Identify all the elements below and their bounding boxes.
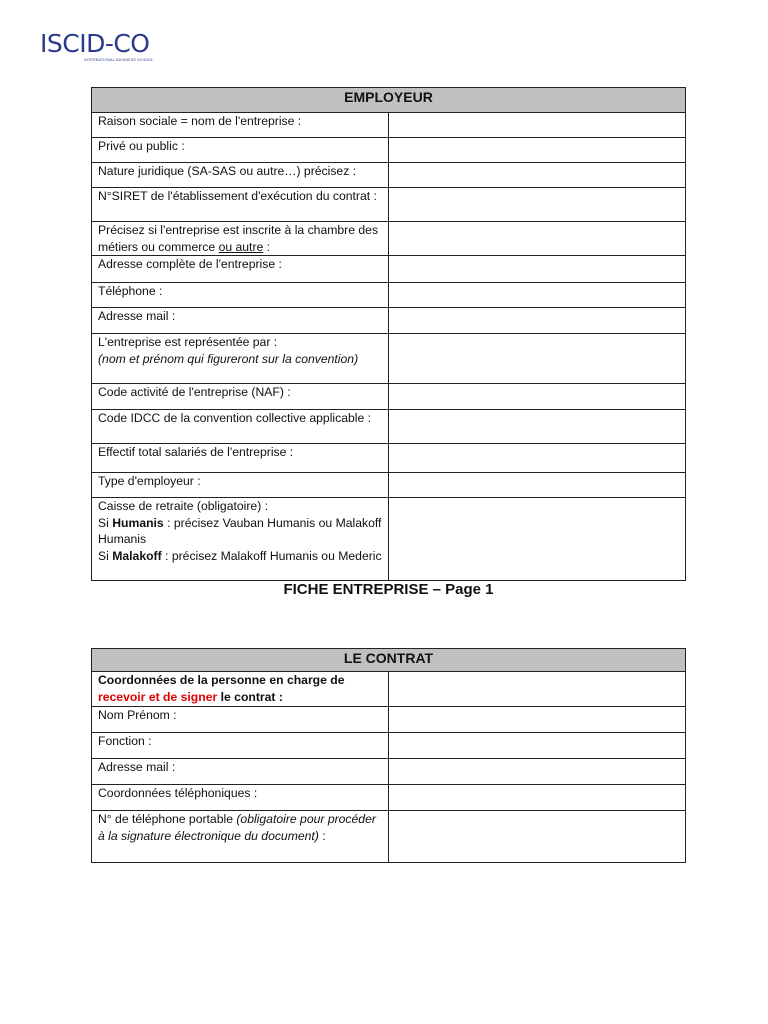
idcc-label: Code IDCC de la convention collective applicable : [92, 410, 389, 444]
idcc-field[interactable] [389, 410, 686, 444]
siret-label: N°SIRET de l'établissement d'exécution du contrat : [92, 188, 389, 222]
telephone-portable-field[interactable] [389, 811, 686, 863]
nature-juridique-field[interactable] [389, 163, 686, 188]
caisse-retraite-label [92, 498, 389, 581]
naf-label: Code activité de l'entreprise (NAF) : [92, 384, 389, 410]
table-row [92, 498, 686, 581]
humanis-post: : précisez Vauban Humanis ou Malakoff Humanis [98, 515, 382, 546]
table-row [92, 222, 686, 256]
telephone-portable-label [92, 811, 389, 863]
telephone-label: Téléphone : [92, 283, 389, 308]
page-caption: FICHE ENTREPRISE – Page 1 [283, 581, 494, 598]
recevoir-signer-text: recevoir et de signer [98, 689, 218, 704]
table-row [92, 473, 686, 498]
representant-text: L'entreprise est représentée par : [98, 335, 278, 349]
contrat-adresse-mail-field[interactable] [389, 759, 686, 785]
caisse-retraite-field[interactable] [389, 498, 686, 581]
malakoff-post: : précisez Malakoff Humanis ou Mederic [161, 548, 382, 563]
iscid-co-logo [40, 26, 160, 66]
humanis-bold: Humanis [112, 515, 164, 530]
prive-public-label: Privé ou public : [92, 138, 389, 163]
coordonnees-telephoniques-field[interactable] [389, 785, 686, 811]
contrat-header-row [92, 649, 686, 672]
employeur-header-row [92, 88, 686, 113]
malakoff-pre: Si [98, 548, 113, 563]
table-row [92, 113, 686, 138]
nom-prenom-label: Nom Prénom : [92, 707, 389, 733]
telephone-portable-colon: : [318, 828, 326, 843]
chambre-metiers-field[interactable] [389, 222, 686, 256]
representant-field[interactable] [389, 334, 686, 384]
malakoff-bold: Malakoff [112, 548, 162, 563]
type-employeur-field[interactable] [389, 473, 686, 498]
table-row [92, 308, 686, 334]
table-row [92, 188, 686, 222]
raison-sociale-label: Raison sociale = nom de l'entreprise : [92, 113, 389, 138]
coordonnees-signataire-label [92, 672, 389, 707]
table-row [92, 811, 686, 863]
naf-field[interactable] [389, 384, 686, 410]
chambre-metiers-label [92, 222, 389, 256]
coordonnees-telephoniques-label: Coordonnées téléphoniques : [92, 785, 389, 811]
table-row [92, 672, 686, 707]
adresse-mail-field[interactable] [389, 308, 686, 334]
le-contrat-text: le contrat : [217, 689, 283, 704]
coordonnees-signataire-text: Coordonnées de la personne en charge de [98, 673, 345, 687]
table-row [92, 733, 686, 759]
prive-public-field[interactable] [389, 138, 686, 163]
nom-prenom-field[interactable] [389, 707, 686, 733]
table-row [92, 785, 686, 811]
chambre-metiers-text: Précisez si l'entreprise est inscrite à la chambre des métiers ou commerce [98, 223, 379, 254]
table-row [92, 707, 686, 733]
contrat-table [91, 648, 686, 863]
effectif-field[interactable] [389, 444, 686, 473]
humanis-pre: Si [98, 515, 113, 530]
nature-juridique-label: Nature juridique (SA-SAS ou autre…) précisez : [92, 163, 389, 188]
adresse-entreprise-field[interactable] [389, 256, 686, 283]
siret-field[interactable] [389, 188, 686, 222]
chambre-metiers-colon: : [263, 239, 271, 254]
raison-sociale-field[interactable] [389, 113, 686, 138]
contrat-adresse-mail-label: Adresse mail : [92, 759, 389, 785]
table-row [92, 163, 686, 188]
adresse-entreprise-label: Adresse complète de l'entreprise : [92, 256, 389, 283]
contrat-header: LE CONTRAT [92, 649, 686, 672]
table-row [92, 138, 686, 163]
representant-note: (nom et prénom qui figureront sur la convention) [98, 351, 359, 366]
table-row [92, 384, 686, 410]
table-row [92, 410, 686, 444]
effectif-label: Effectif total salariés de l'entreprise : [92, 444, 389, 473]
representant-label [92, 334, 389, 384]
employeur-table [91, 87, 686, 581]
adresse-mail-label: Adresse mail : [92, 308, 389, 334]
ou-autre-text: ou autre [218, 239, 264, 254]
fonction-label: Fonction : [92, 733, 389, 759]
coordonnees-signataire-field[interactable] [389, 672, 686, 707]
caisse-retraite-text: Caisse de retraite (obligatoire) : [98, 499, 269, 513]
fonction-field[interactable] [389, 733, 686, 759]
table-row [92, 334, 686, 384]
logo-subtitle: INTERNATIONAL BUSINESS SCHOOL [84, 58, 154, 62]
table-row [92, 283, 686, 308]
employeur-header: EMPLOYEUR [92, 88, 686, 113]
type-employeur-label: Type d'employeur : [92, 473, 389, 498]
logo-wordmark: ISCID-CO [40, 29, 150, 58]
telephone-portable-note: (obligatoire pour procéder à la signature électronique du document) [98, 812, 376, 843]
table-row [92, 759, 686, 785]
telephone-field[interactable] [389, 283, 686, 308]
telephone-portable-text: N° de téléphone portable [98, 812, 237, 826]
table-row [92, 256, 686, 283]
table-row [92, 444, 686, 473]
